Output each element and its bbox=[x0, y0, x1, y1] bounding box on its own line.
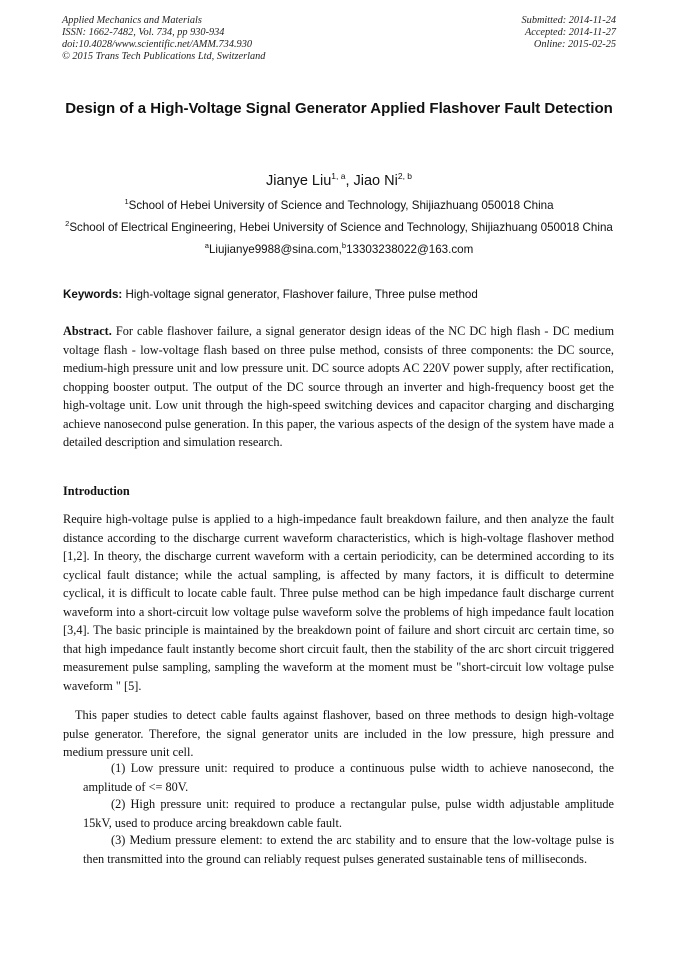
list-item bbox=[83, 795, 614, 832]
journal-name: Applied Mechanics and Materials bbox=[62, 15, 202, 26]
date-accepted: Accepted: 2014-11-27 bbox=[524, 27, 616, 38]
emails bbox=[60, 237, 618, 259]
date-online: Online: 2015-02-25 bbox=[533, 39, 616, 50]
journal-issn: ISSN: 1662-7482, Vol. 734, pp 930-934 bbox=[62, 27, 225, 38]
abstract-label: Abstract. bbox=[63, 324, 112, 338]
email-a-mark: a bbox=[204, 240, 209, 250]
abstract-text: For cable flashover failure, a signal generator design ideas of the NC DC high flash - DC medium voltage flash - low-voltage flash based on three pulse method, consists of three components: the DC source, medium-high pressure unit and low pressure unit. DC source adopts AC 220V power supply, after rectification, chopping booster output. The output of the DC source through an inverter and high-frequency boost get the high-voltage unit. Low unit through the high-speed switching devices and capacitor charging and discharging achieve nanosecond pulse generation. In this paper, the various aspects of the design of the system have made a detailed description and simulation research. bbox=[63, 324, 615, 449]
affiliation-2 bbox=[60, 215, 618, 237]
list-item bbox=[83, 831, 614, 868]
author-line bbox=[60, 166, 618, 191]
intro-paragraph-1: Require high-voltage pulse is applied to a high-impedance fault breakdown failure, and then analyze the fault distance according to the discharge current waveform characteristics, which is high-voltage flashover method [1,2]. In theory, the discharge current waveform with a certain periodicity, can be determined according to its cyclical fault distance; while the actual sampling, is affected by many factors, it is difficult to determine cyclical, it is difficult to locate cable fault. Three pulse method can be high impedance fault discharge current waveform into a short-circuit low voltage pulse waveform solve the problems of high impedance fault location [3,4]. The basic principle is maintained by the breakdown point of failure and short circuit arc certain time, so that high impedance fault instantly become short circuit fault, then the stability of the arc short circuit triggered measurement pulse sampling, sampling the waveform at the moment must be "short-circuit low voltage pulse waveform " [5]. bbox=[63, 512, 614, 693]
keywords-label: Keywords: bbox=[63, 288, 123, 301]
author-2: Jiao Ni bbox=[353, 172, 398, 189]
paper-title: Design of a High-Voltage Signal Generator Applied Flashover Fault Detection bbox=[65, 100, 613, 117]
author-2-affil: 2, b bbox=[397, 171, 413, 181]
submission-dates bbox=[522, 15, 616, 51]
email-b[interactable]: 13303238022@163.com bbox=[346, 242, 474, 256]
affiliation-1 bbox=[60, 193, 618, 215]
intro-paragraph-2: This paper studies to detect cable faults against flashover, based on three methods to design high-voltage pulse generator. Therefore, the signal generator units are included in the low pressure, high pressure and medium pressure unit cell. bbox=[63, 708, 614, 759]
journal-copyright: © 2015 Trans Tech Publications Ltd, Switzerland bbox=[62, 51, 266, 62]
email-b-mark: b bbox=[341, 240, 347, 250]
author-separator: , bbox=[345, 172, 354, 189]
journal-info bbox=[62, 15, 265, 63]
author-1: Jianye Liu bbox=[265, 172, 332, 189]
list-item-1-text: (1) Low pressure unit: required to produce a continuous pulse width to achieve nanosecond, the amplitude of <= 80V. bbox=[83, 761, 614, 794]
affiliation-1-mark: 1 bbox=[124, 197, 129, 206]
author-1-affil: 1, a bbox=[331, 171, 346, 181]
keywords bbox=[63, 287, 615, 303]
keywords-text: High-voltage signal generator, Flashover failure, Three pulse method bbox=[125, 288, 478, 301]
affiliations bbox=[60, 193, 618, 259]
date-submitted: Submitted: 2014-11-24 bbox=[521, 15, 616, 26]
journal-doi: doi:10.4028/www.scientific.net/AMM.734.930 bbox=[62, 39, 252, 50]
list-item-3-text: (3) Medium pressure element: to extend the arc stability and to ensure that the low-voltage pulse is then transmitted into the ground can reliably request pulses generated sustainable tens of milliseconds. bbox=[83, 833, 614, 866]
abstract bbox=[63, 322, 614, 452]
section-heading-introduction: Introduction bbox=[63, 484, 130, 498]
list-item-2-text: (2) High pressure unit: required to produce a rectangular pulse, pulse width adjustable amplitude 15kV, used to produce arcing breakdown cable fault. bbox=[83, 797, 614, 830]
affiliation-2-text: School of Electrical Engineering, Hebei University of Science and Technology, Shijiazhuang 050018 China bbox=[69, 220, 613, 234]
affiliation-2-mark: 2 bbox=[65, 218, 70, 228]
affiliation-1-text: School of Hebei University of Science and Technology, Shijiazhuang 050018 China bbox=[128, 198, 554, 212]
email-a[interactable]: Liujianye9988@sina.com, bbox=[208, 242, 342, 256]
list-item bbox=[83, 759, 614, 796]
